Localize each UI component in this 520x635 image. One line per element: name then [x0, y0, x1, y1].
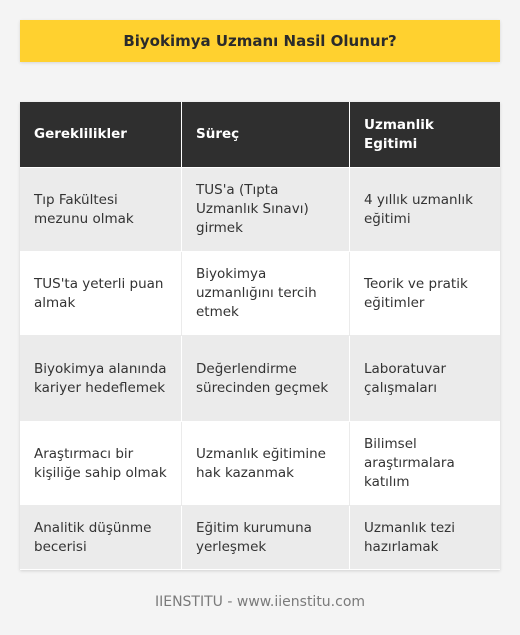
- requirements-table: [20, 102, 500, 570]
- column-header-specialty-training: Uzmanlik Egitimi: [350, 102, 500, 168]
- table-cell: Biyokimya uzmanlığını tercih etmek: [182, 252, 350, 336]
- table-cell: Tıp Fakültesi mezunu olmak: [20, 168, 182, 252]
- table-cell: Uzmanlık tezi hazırlamak: [350, 506, 500, 570]
- table-cell: 4 yıllık uzmanlık eğitimi: [350, 168, 500, 252]
- table-cell: TUS'a (Tıpta Uzmanlık Sınavı) girmek: [182, 168, 350, 252]
- table-cell: Değerlendirme sürecinden geçmek: [182, 336, 350, 422]
- table-cell: Biyokimya alanında kariyer hedeflemek: [20, 336, 182, 422]
- table-cell: TUS'ta yeterli puan almak: [20, 252, 182, 336]
- table-cell: Laboratuvar çalışmaları: [350, 336, 500, 422]
- table-cell: Teorik ve pratik eğitimler: [350, 252, 500, 336]
- column-header-requirements: Gereklilikler: [20, 102, 182, 168]
- table-cell: Uzmanlık eğitimine hak kazanmak: [182, 422, 350, 506]
- page-title: Biyokimya Uzmanı Nasil Olunur?: [20, 20, 500, 62]
- table-cell: Analitik düşünme becerisi: [20, 506, 182, 570]
- footer-credit: IIENSTITU - www.iienstitu.com: [154, 594, 366, 610]
- table-cell: Araştırmacı bir kişiliğe sahip olmak: [20, 422, 182, 506]
- column-header-process: Süreç: [182, 102, 350, 168]
- table-cell: Bilimsel araştırmalara katılım: [350, 422, 500, 506]
- table-cell: Eğitim kurumuna yerleşmek: [182, 506, 350, 570]
